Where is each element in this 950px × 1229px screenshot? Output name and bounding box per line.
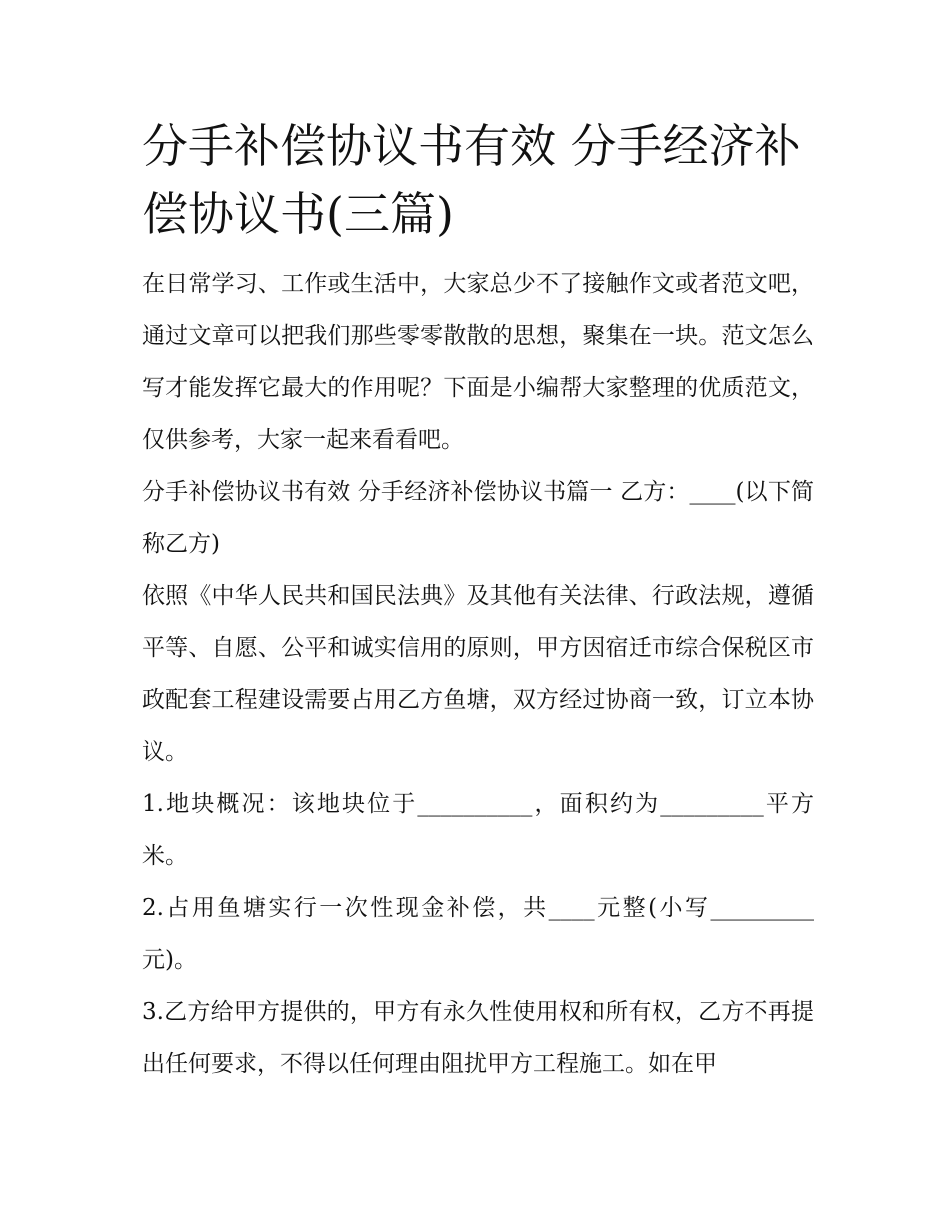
section-heading-paragraph: 分手补偿协议书有效 分手经济补偿协议书篇一 乙方：____(以下简称乙方) bbox=[142, 479, 814, 557]
document-title: 分手补偿协议书有效 分手经济补偿协议书(三篇) bbox=[142, 119, 801, 241]
document-page bbox=[142, 112, 814, 1090]
clause-3-paragraph: 3.乙方给甲方提供的，甲方有永久性使用权和所有权，乙方不再提出任何要求，不得以任何理由阻扰甲方工程施工。如在甲 bbox=[142, 999, 814, 1077]
clause-2-paragraph: 2.占用鱼塘实行一次性现金补偿，共____元整(小写_________元)。 bbox=[142, 895, 814, 973]
intro-paragraph: 在日常学习、工作或生活中，大家总少不了接触作文或者范文吧，通过文章可以把我们那些零零散散的思想，聚集在一块。范文怎么写才能发挥它最大的作用呢？下面是小编帮大家整理的优质范文，仅供参考，大家一起来看看吧。 bbox=[142, 271, 814, 453]
clause-1-paragraph: 1.地块概况：该地块位于__________，面积约为_________平方米。 bbox=[142, 791, 814, 869]
basis-paragraph: 依照《中华人民共和国民法典》及其他有关法律、行政法规，遵循平等、自愿、公平和诚实信用的原则，甲方因宿迁市综合保税区市政配套工程建设需要占用乙方鱼塘，双方经过协商一致，订立本协议。 bbox=[142, 583, 814, 765]
